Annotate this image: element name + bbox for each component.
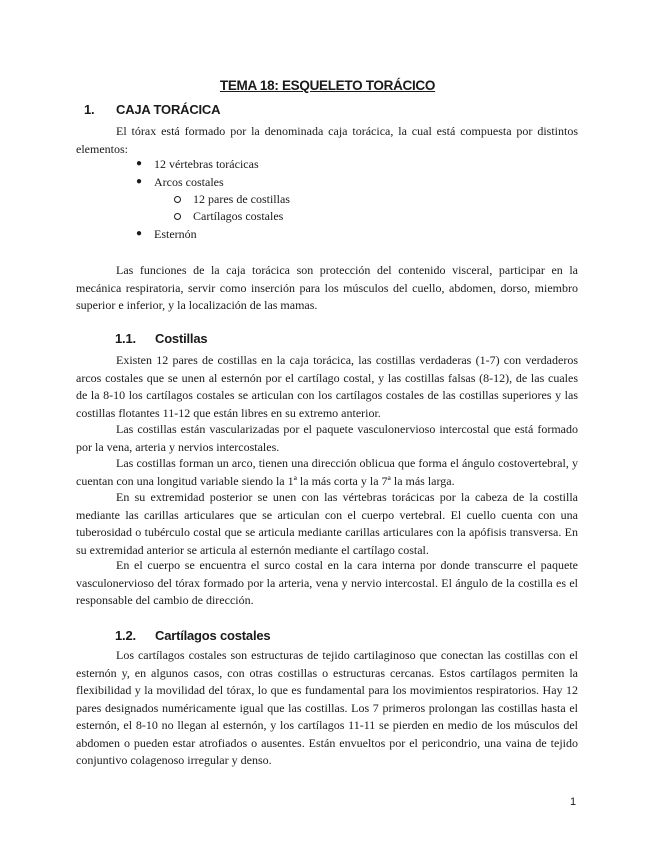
- ribs-paragraph-1: Existen 12 pares de costillas en la caja torácica, las costillas verdaderas (1-7) con verdaderos arcos costales que se unen al esternón por el cartílago costal, y las costillas falsas (8-12), de las cuales de la 8-10 los cartílagos costales se articulan con los cartílagos costales de las costillas superiores y las costillas flotantes 11-12 que están libres en su extremo anterior.: [76, 353, 578, 420]
- page-number: 1: [570, 796, 577, 808]
- sub-list-item: 12 pares de costillas: [193, 192, 290, 206]
- sub-list-item: Cartílagos costales: [193, 209, 284, 223]
- list-item: Esternón: [154, 227, 197, 241]
- section-1-title: CAJA TORÁCICA: [116, 102, 221, 117]
- bullet-icon: ●: [136, 158, 143, 169]
- section-1-number: 1.: [84, 102, 95, 117]
- section-1-functions: Las funciones de la caja torácica son protección del contenido visceral, participar en la mecánica respiratoria, servir como inserción para los músculos del cuello, abdomen, dorso, miembro superior e inferior, y la localización de las mamas.: [76, 263, 578, 312]
- section-1-1-number: 1.1.: [115, 331, 136, 346]
- ribs-paragraph-2: Las costillas están vascularizadas por el paquete vasculonervioso intercostal que está formado por la vena, arteria y nervios intercostales.: [76, 422, 578, 454]
- bullet-icon: ●: [136, 176, 143, 187]
- list-item: Arcos costales: [154, 175, 224, 189]
- ribs-paragraph-4: En su extremidad posterior se unen con las vértebras torácicas por la cabeza de la costilla mediante las carillas articulares que se articulan con el cuerpo vertebral. El cuello cuenta con una tuberosidad o tubérculo costal que se articula mediante carillas articulares con la apófisis transversa. En su extremidad anterior se articula al esternón mediante el cartílago costal.: [76, 490, 578, 557]
- section-1-2-number: 1.2.: [115, 628, 136, 643]
- bullet-icon: ●: [136, 228, 143, 239]
- document-title: TEMA 18: ESQUELETO TORÁCICO: [219, 78, 436, 93]
- circle-bullet-icon: [174, 196, 181, 203]
- list-item: 12 vértebras torácicas: [154, 157, 259, 171]
- circle-bullet-icon: [174, 213, 181, 220]
- cartilage-paragraph: Los cartílagos costales son estructuras de tejido cartilaginoso que conectan las costillas con el esternón y, en algunos casos, con otras costillas o estructuras cercanas. Estos cartílagos permiten la flexibilidad y la movilidad del tórax, lo que es fundamental para los movimientos respiratorios. Hay 12 pares designados numéricamente igual que las costillas. Los 7 primeros prolongan las costillas hasta el esternón, el 8-10 no llegan al esternón, y los cartílagos 11-11 se pierden en medio de los músculos del abdomen o pueden estar atrofiados o ausentes. Están envueltos por el pericondrio, una vaina de tejido conjuntivo colagenoso irregular y denso.: [76, 648, 578, 767]
- ribs-paragraph-3: Las costillas forman un arco, tienen una dirección oblicua que forma el ángulo costovertebral, y cuentan con una longitud variable siendo la 1ª la más corta y la 7ª la más larga.: [76, 456, 578, 488]
- section-1-2-title: Cartílagos costales: [155, 628, 271, 643]
- section-1-1-heading: [115, 331, 207, 346]
- section-1-1-title: Costillas: [155, 331, 208, 346]
- section-1-intro: El tórax está formado por la denominada caja torácica, la cual está compuesta por distintos elementos:: [76, 124, 578, 156]
- ribs-paragraph-5: En el cuerpo se encuentra el surco costal en la cara interna por donde transcurre el paquete vasculonervioso del tórax formado por la arteria, vena y nervio intercostal. El ángulo de la costilla es el responsable del cambio de dirección.: [76, 558, 578, 607]
- section-1-2-heading: [115, 628, 270, 643]
- section-1-heading: [84, 102, 220, 117]
